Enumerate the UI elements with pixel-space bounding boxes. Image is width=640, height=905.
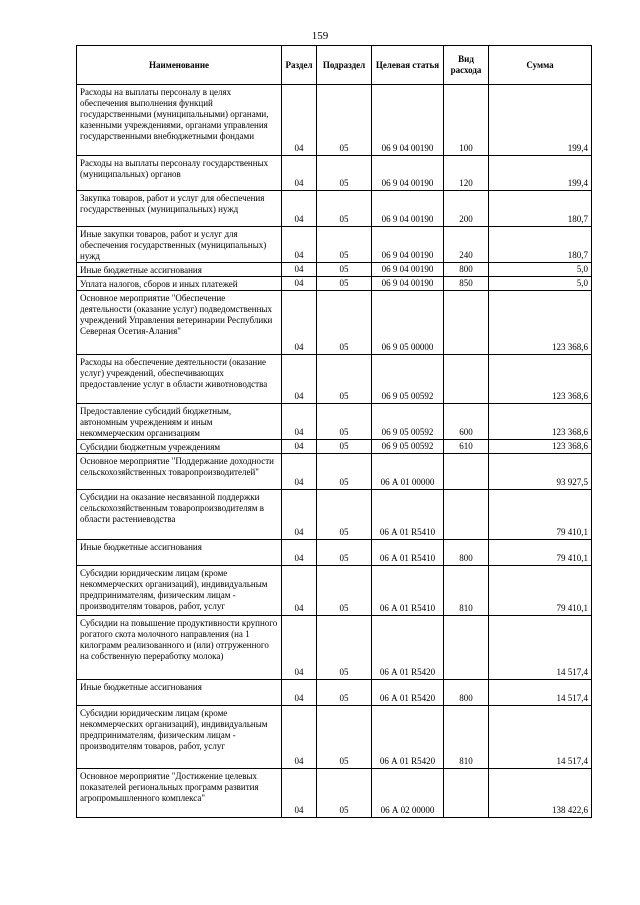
row-target-article: 06 9 04 00190 (372, 263, 444, 277)
row-name: Основное мероприятие "Обеспечение деятельности (оказание услуг) подведомственных учреждений Управления ветеринарии Республики Северная Осетия-Алания" (77, 291, 282, 355)
row-name: Расходы на выплаты персоналу государственных (муниципальных) органов (77, 156, 282, 191)
row-sum: 79 410,1 (489, 490, 592, 540)
row-target-article: 06 9 05 00592 (372, 355, 444, 404)
row-name: Уплата налогов, сборов и иных платежей (77, 277, 282, 291)
row-subsection: 05 (317, 566, 372, 616)
row-subsection: 05 (317, 227, 372, 263)
table-row (77, 227, 592, 263)
row-subsection: 05 (317, 454, 372, 490)
row-name: Субсидии на повышение продуктивности крупного рогатого скота молочного направления (на 1 килограмм реализованного и (или) отгруженного на собственную переработку молока) (77, 616, 282, 680)
row-name: Закупка товаров, работ и услуг для обеспечения государственных (муниципальных) нужд (77, 191, 282, 227)
row-section: 04 (282, 540, 317, 566)
row-target-article: 06 9 05 00592 (372, 440, 444, 454)
row-expense-type (444, 291, 489, 355)
row-subsection: 05 (317, 769, 372, 818)
row-name: Субсидии на оказание несвязанной поддержки сельскохозяйственным товаропроизводителям в области растениеводства (77, 490, 282, 540)
table-row (77, 291, 592, 355)
row-subsection: 05 (317, 706, 372, 769)
table-row (77, 706, 592, 769)
row-expense-type (444, 616, 489, 680)
row-expense-type: 240 (444, 227, 489, 263)
row-section: 04 (282, 355, 317, 404)
row-target-article: 06 А 02 00000 (372, 769, 444, 818)
table-row (77, 263, 592, 277)
table-body (77, 85, 592, 818)
row-section: 04 (282, 706, 317, 769)
row-name: Расходы на выплаты персоналу в целях обеспечения выполнения функций государственными (муниципальными) органами, казенными учреждениями, органами управления государственными внебюджетными фондами (77, 85, 282, 156)
row-section: 04 (282, 227, 317, 263)
row-sum: 5,0 (489, 263, 592, 277)
row-sum: 14 517,4 (489, 616, 592, 680)
row-section: 04 (282, 156, 317, 191)
row-sum: 5,0 (489, 277, 592, 291)
row-sum: 199,4 (489, 156, 592, 191)
table-header-row (77, 46, 592, 85)
row-section: 04 (282, 769, 317, 818)
row-target-article: 06 А 01 R5410 (372, 540, 444, 566)
row-name: Расходы на обеспечение деятельности (оказание услуг) учреждений, обеспечивающих предоставление услуг в области животноводства (77, 355, 282, 404)
row-sum: 93 927,5 (489, 454, 592, 490)
row-name: Иные бюджетные ассигнования (77, 680, 282, 706)
row-subsection: 05 (317, 291, 372, 355)
row-section: 04 (282, 191, 317, 227)
row-subsection: 05 (317, 540, 372, 566)
row-target-article: 06 9 05 00000 (372, 291, 444, 355)
row-expense-type: 800 (444, 680, 489, 706)
row-name: Иные бюджетные ассигнования (77, 540, 282, 566)
row-section: 04 (282, 277, 317, 291)
table-row (77, 355, 592, 404)
row-expense-type: 850 (444, 277, 489, 291)
table-row (77, 769, 592, 818)
row-sum: 79 410,1 (489, 540, 592, 566)
row-name: Субсидии бюджетным учреждениям (77, 440, 282, 454)
row-target-article: 06 9 04 00190 (372, 227, 444, 263)
page-number: 159 (311, 30, 329, 42)
row-expense-type: 100 (444, 85, 489, 156)
row-subsection: 05 (317, 490, 372, 540)
row-section: 04 (282, 680, 317, 706)
row-target-article: 06 А 01 R5420 (372, 680, 444, 706)
row-sum: 180,7 (489, 227, 592, 263)
row-subsection: 05 (317, 85, 372, 156)
table-row (77, 191, 592, 227)
row-expense-type: 600 (444, 404, 489, 440)
row-expense-type: 800 (444, 263, 489, 277)
row-expense-type (444, 769, 489, 818)
row-target-article: 06 9 05 00592 (372, 404, 444, 440)
row-sum: 79 410,1 (489, 566, 592, 616)
row-section: 04 (282, 454, 317, 490)
table-row (77, 277, 592, 291)
row-sum: 123 368,6 (489, 355, 592, 404)
row-name: Субсидии юридическим лицам (кроме некоммерческих организаций), индивидуальным предпринимателям, физическим лицам - производителям товаров, работ, услуг (77, 706, 282, 769)
row-target-article: 06 9 04 00190 (372, 277, 444, 291)
row-expense-type (444, 355, 489, 404)
row-section: 04 (282, 440, 317, 454)
row-expense-type: 810 (444, 566, 489, 616)
row-subsection: 05 (317, 616, 372, 680)
table-row (77, 440, 592, 454)
header-target-article: Целевая статья (372, 46, 444, 85)
row-section: 04 (282, 404, 317, 440)
row-target-article: 06 9 04 00190 (372, 191, 444, 227)
row-section: 04 (282, 291, 317, 355)
row-name: Основное мероприятие "Достижение целевых показателей региональных программ развития агропромышленного комплекса" (77, 769, 282, 818)
row-name: Субсидии юридическим лицам (кроме некоммерческих организаций), индивидуальным предпринимателям, физическим лицам - производителям товаров, работ, услуг (77, 566, 282, 616)
row-target-article: 06 А 01 00000 (372, 454, 444, 490)
row-sum: 180,7 (489, 191, 592, 227)
row-subsection: 05 (317, 355, 372, 404)
row-section: 04 (282, 566, 317, 616)
row-name: Иные бюджетные ассигнования (77, 263, 282, 277)
row-expense-type (444, 490, 489, 540)
row-subsection: 05 (317, 440, 372, 454)
table-row (77, 680, 592, 706)
table-row (77, 616, 592, 680)
row-subsection: 05 (317, 156, 372, 191)
row-subsection: 05 (317, 277, 372, 291)
row-target-article: 06 А 01 R5410 (372, 490, 444, 540)
row-section: 04 (282, 263, 317, 277)
row-section: 04 (282, 616, 317, 680)
header-sum: Сумма (489, 46, 592, 85)
row-expense-type: 810 (444, 706, 489, 769)
table-row (77, 566, 592, 616)
row-sum: 138 422,6 (489, 769, 592, 818)
row-subsection: 05 (317, 263, 372, 277)
header-subsection: Подраздел (317, 46, 372, 85)
row-section: 04 (282, 85, 317, 156)
row-expense-type: 200 (444, 191, 489, 227)
table-row (77, 156, 592, 191)
row-target-article: 06 А 01 R5420 (372, 706, 444, 769)
row-expense-type: 800 (444, 540, 489, 566)
row-name: Иные закупки товаров, работ и услуг для обеспечения государственных (муниципальных) нужд (77, 227, 282, 263)
row-target-article: 06 А 01 R5420 (372, 616, 444, 680)
row-target-article: 06 9 04 00190 (372, 156, 444, 191)
row-sum: 123 368,6 (489, 291, 592, 355)
row-name: Предоставление субсидий бюджетным, автономным учреждениям и иным некоммерческим организациям (77, 404, 282, 440)
row-subsection: 05 (317, 404, 372, 440)
row-sum: 123 368,6 (489, 404, 592, 440)
row-subsection: 05 (317, 191, 372, 227)
header-section: Раздел (282, 46, 317, 85)
row-expense-type: 120 (444, 156, 489, 191)
table-row (77, 540, 592, 566)
budget-table (76, 45, 592, 818)
table-row (77, 404, 592, 440)
table-row (77, 454, 592, 490)
row-target-article: 06 А 01 R5410 (372, 566, 444, 616)
header-expense-type: Вид расхода (444, 46, 489, 85)
row-expense-type: 610 (444, 440, 489, 454)
row-sum: 199,4 (489, 85, 592, 156)
row-subsection: 05 (317, 680, 372, 706)
row-expense-type (444, 454, 489, 490)
row-sum: 14 517,4 (489, 680, 592, 706)
table-row (77, 490, 592, 540)
row-sum: 14 517,4 (489, 706, 592, 769)
row-section: 04 (282, 490, 317, 540)
table-row (77, 85, 592, 156)
row-name: Основное мероприятие "Поддержание доходности сельскохозяйственных товаропроизводителей" (77, 454, 282, 490)
row-sum: 123 368,6 (489, 440, 592, 454)
row-target-article: 06 9 04 00190 (372, 85, 444, 156)
header-name: Наименование (77, 46, 282, 85)
